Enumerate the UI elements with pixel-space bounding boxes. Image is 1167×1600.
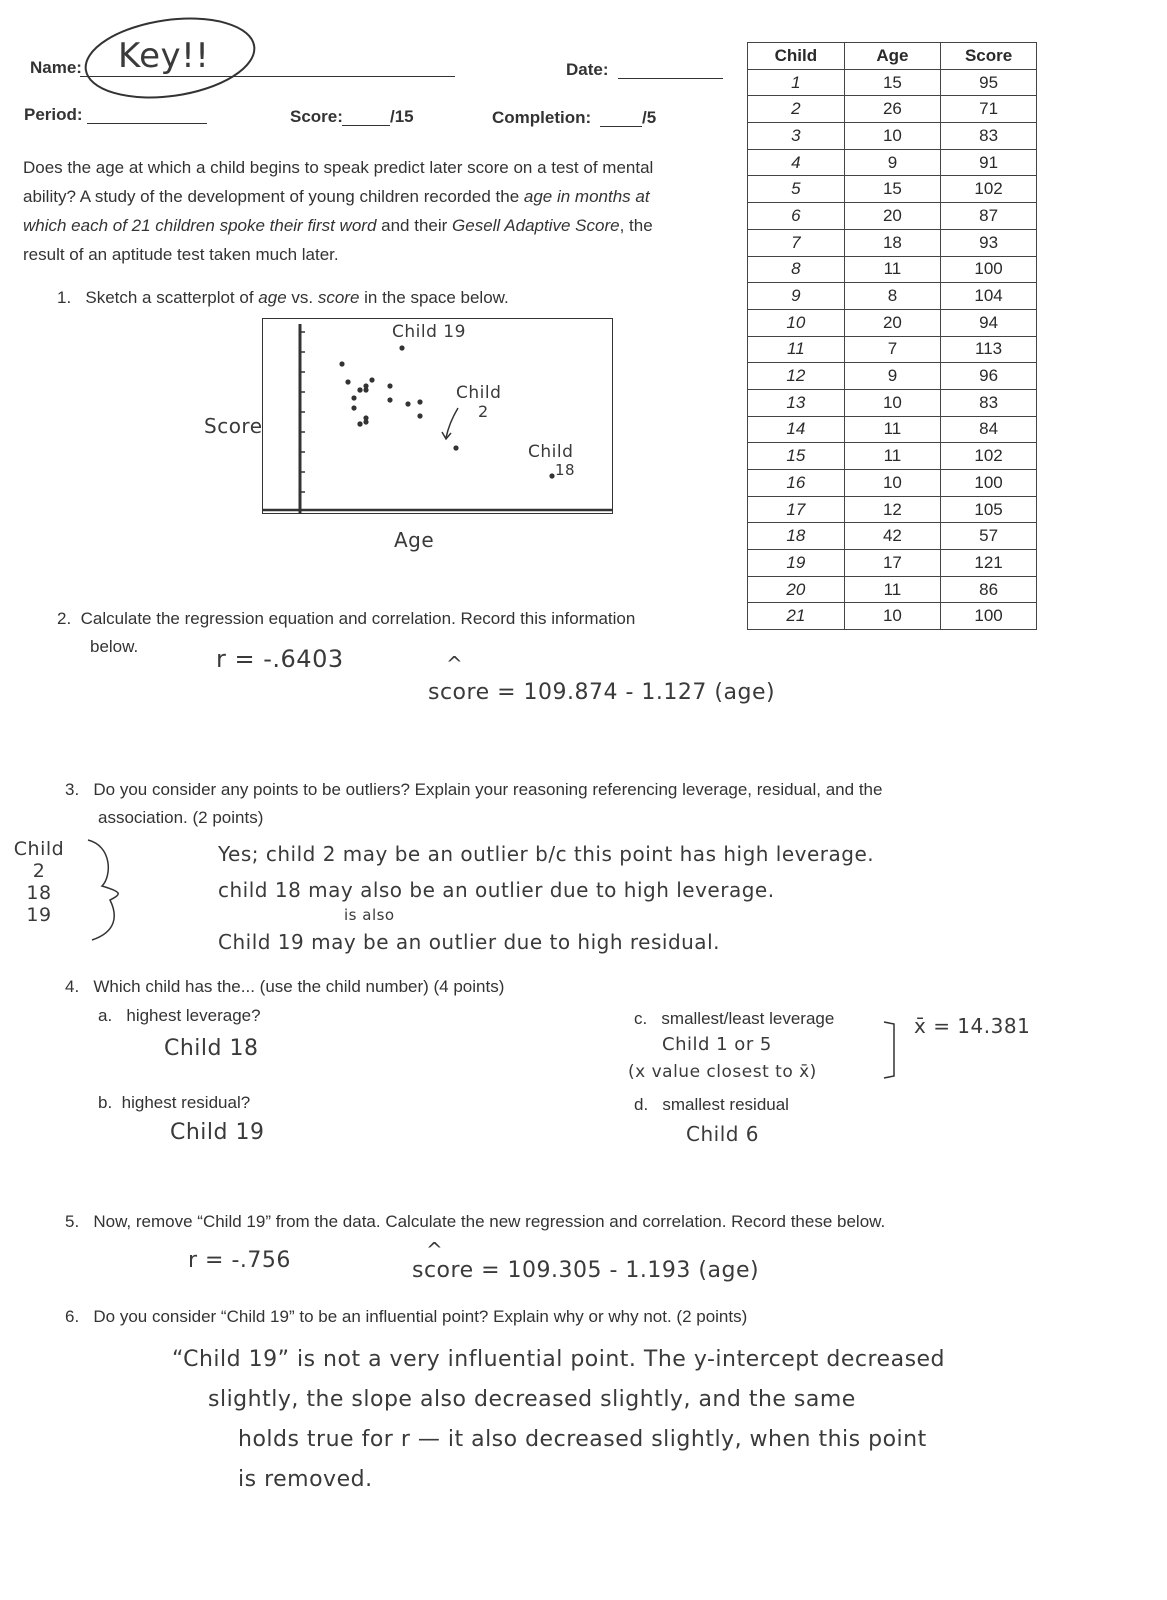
hat-icon-2: ^ [426,1238,444,1262]
child-cell: 20 [748,576,845,603]
annot-child18-b: 18 [555,461,576,479]
q5-eq-answer: score = 109.305 - 1.193 (age) [412,1258,760,1283]
child-cell: 11 [748,336,845,363]
bracket-icon [880,1018,904,1082]
date-label: Date: [566,60,609,79]
child-cell: 4 [748,149,845,176]
intro-line-2b: age in months at [523,187,650,206]
q6-prompt [65,1307,747,1327]
child-cell: 6 [748,203,845,230]
q4b-answer: Child 19 [170,1120,265,1145]
child-cell: 14 [748,416,845,443]
intro-line-3a: which each of 21 children spoke their first word [23,216,377,235]
age-cell: 42 [844,523,940,550]
score-cell: 86 [941,576,1037,603]
table-row [748,203,1037,230]
score-cell: 96 [941,363,1037,390]
child-cell: 16 [748,470,845,497]
q3-margin-4: 19 [26,904,52,926]
score-cell: 83 [941,389,1037,416]
q3-margin-3: 18 [26,882,52,904]
scatter-point [351,405,356,410]
q5-text: Now, remove “Child 19” from the data. Calculate the new regression and correlation. Record these below. [93,1212,886,1231]
table-row [748,176,1037,203]
child-cell: 17 [748,496,845,523]
q1-text-e: in the space below. [359,288,509,307]
age-cell: 26 [844,96,940,123]
q4b-label: b. [98,1093,113,1112]
completion-line[interactable] [600,126,642,127]
scatter-point [399,345,404,350]
table-row [748,309,1037,336]
score-cell: 95 [941,69,1037,96]
q3-number: 3. [65,780,80,799]
child-cell: 19 [748,550,845,577]
age-cell: 20 [844,203,940,230]
child-cell: 1 [748,69,845,96]
intro-line-4: result of an aptitude test taken much later. [23,245,339,264]
q1-text-b: age [258,288,287,307]
q3-margin-note [4,838,74,926]
child-cell: 3 [748,123,845,150]
q4-text: Which child has the... (use the child number) (4 points) [93,977,505,996]
completion-label: Completion: [492,108,592,127]
scatter-point [405,401,410,406]
completion-total: /5 [642,108,657,127]
q3-answer-insert: is also [344,906,395,924]
brace-icon [82,836,132,946]
table-row [748,283,1037,310]
table-header-score: Score [941,43,1037,70]
table-row [748,69,1037,96]
scatter-point [387,383,392,388]
table-body [748,69,1037,629]
intro-line-3b: and their [376,216,453,235]
name-label: Name: [30,58,82,77]
q3-margin-2: 2 [32,860,46,882]
xbar-note: x̄ = 14.381 [914,1014,1031,1038]
q2-text-1: Calculate the regression equation and correlation. Record this information [80,609,636,628]
q3-answer-3: Child 19 may be an outlier due to high residual. [218,930,720,954]
q2-text-2: below. [90,637,139,656]
date-line[interactable] [618,78,723,79]
age-cell: 10 [844,123,940,150]
q6-answer-4: is removed. [238,1467,373,1492]
q1-text-c: vs. [286,288,318,307]
child-cell: 8 [748,256,845,283]
score-cell: 100 [941,603,1037,630]
annot-child2-b: 2 [478,402,489,421]
q2-prompt [57,605,737,661]
table-row [748,550,1037,577]
score-cell: 104 [941,283,1037,310]
name-value: Key!! [118,36,210,76]
score-label: Score: [290,107,343,126]
scatter-point [351,395,356,400]
q4b-prompt [98,1093,250,1113]
score-cell: 91 [941,149,1037,176]
intro-line-1: Does the age at which a child begins to speak predict later score on a test of mental [23,158,654,177]
age-cell: 10 [844,470,940,497]
scatter-point [345,379,350,384]
age-cell: 8 [844,283,940,310]
table-row [748,229,1037,256]
age-cell: 10 [844,389,940,416]
scatter-point [549,473,554,478]
child-cell: 15 [748,443,845,470]
q4d-label: d. [634,1095,649,1114]
age-cell: 9 [844,149,940,176]
scatter-point [357,387,362,392]
score-cell: 57 [941,523,1037,550]
intro-line-2 [23,182,738,211]
child-cell: 18 [748,523,845,550]
q4a-answer: Child 18 [164,1036,259,1061]
table-row [748,123,1037,150]
score-cell: 84 [941,416,1037,443]
period-label: Period: [24,105,83,124]
q3-prompt [65,776,1065,832]
table-row [748,256,1037,283]
q2-eq-answer: score = 109.874 - 1.127 (age) [428,680,776,705]
q2-number: 2. [57,609,72,628]
q6-answer-2: slightly, the slope also decreased slightly, and the same [208,1387,856,1412]
data-table [747,42,1037,630]
q3-answer-1: Yes; child 2 may be an outlier b/c this point has high leverage. [218,842,875,866]
score-cell: 94 [941,309,1037,336]
table-header-child: Child [748,43,845,70]
q1-text-a: Sketch a scatterplot of [85,288,259,307]
q3-line-1 [65,776,1065,804]
score-total: /15 [390,107,414,126]
score-cell: 83 [941,123,1037,150]
scatter-point [369,377,374,382]
scatter-point [363,383,368,388]
q6-answer-3: holds true for r — it also decreased slightly, when this point [238,1427,927,1452]
q4d-prompt [634,1095,789,1115]
table-row [748,336,1037,363]
child-cell: 9 [748,283,845,310]
q6-answer [172,1340,1072,1500]
age-cell: 9 [844,363,940,390]
age-cell: 11 [844,256,940,283]
q3-text-2: association. (2 points) [98,808,264,827]
q3-answer-2: child 18 may also be an outlier due to high leverage. [218,878,775,902]
q1-number: 1. [57,288,72,307]
annot-child18-a: Child [528,442,574,462]
age-cell: 11 [844,443,940,470]
scatter-point [339,361,344,366]
annot-child2-a: Child [456,383,502,403]
q4a-text: highest leverage? [126,1006,261,1025]
table-row [748,443,1037,470]
q4d-answer: Child 6 [686,1122,760,1146]
q1-prompt [57,288,509,308]
age-cell: 20 [844,309,940,336]
scatterplot [262,318,613,514]
table-row [748,603,1037,630]
q4d-text: smallest residual [662,1095,789,1114]
score-line[interactable] [342,125,390,126]
score-cell: 100 [941,256,1037,283]
intro-paragraph [23,153,738,269]
q5-r-answer: r = -.756 [188,1248,291,1273]
key-circle [75,8,265,108]
score-cell: 102 [941,176,1037,203]
child-cell: 10 [748,309,845,336]
q5-number: 5. [65,1212,80,1231]
child-cell: 2 [748,96,845,123]
intro-line-2a: ability? A study of the development of young children recorded the [23,187,524,206]
intro-line-3d: , the [619,216,653,235]
age-cell: 10 [844,603,940,630]
scatter-point [417,399,422,404]
scatter-point [357,421,362,426]
scatter-point [363,415,368,420]
intro-line-3 [23,211,738,240]
score-cell: 71 [941,96,1037,123]
q2-line-1 [57,605,737,633]
age-cell: 11 [844,416,940,443]
table-row [748,523,1037,550]
q4c-prompt [634,1009,834,1029]
child-cell: 12 [748,363,845,390]
child-cell: 13 [748,389,845,416]
q4c-answer-1: Child 1 or 5 [662,1034,772,1055]
q4c-text: smallest/least leverage [661,1009,835,1028]
scatter-y-label: Score [204,414,263,438]
q5-prompt [65,1212,885,1232]
q4a-prompt [98,1006,261,1026]
q1-text-d: score [317,288,360,307]
table-row [748,389,1037,416]
q3-margin-1: Child [13,838,65,860]
table-row [748,149,1037,176]
scatter-point [387,397,392,402]
age-cell: 15 [844,176,940,203]
period-line[interactable] [87,123,207,124]
score-cell: 93 [941,229,1037,256]
table-row [748,363,1037,390]
score-cell: 102 [941,443,1037,470]
table-row [748,470,1037,497]
age-cell: 11 [844,576,940,603]
q6-text: Do you consider “Child 19” to be an influential point? Explain why or why not. (2 points) [93,1307,748,1326]
age-cell: 7 [844,336,940,363]
q6-number: 6. [65,1307,80,1326]
score-cell: 113 [941,336,1037,363]
scatter-point [453,445,458,450]
q4b-text: highest residual? [121,1093,251,1112]
age-cell: 12 [844,496,940,523]
q4c-label: c. [634,1009,648,1028]
name-line[interactable] [80,76,455,77]
age-cell: 18 [844,229,940,256]
intro-line-3c: Gesell Adaptive Score [452,216,620,235]
table-row [748,96,1037,123]
table-row [748,496,1037,523]
child-cell: 21 [748,603,845,630]
q6-answer-1: “Child 19” is not a very influential point. The y-intercept decreased [172,1347,946,1372]
table-header-age: Age [844,43,940,70]
annot-child19: Child 19 [392,322,466,342]
q4-prompt [65,977,504,997]
age-cell: 15 [844,69,940,96]
age-cell: 17 [844,550,940,577]
score-cell: 105 [941,496,1037,523]
table-row [748,416,1037,443]
hat-icon: ^ [446,652,464,676]
score-cell: 121 [941,550,1037,577]
table-header-row [748,43,1037,70]
scatter-point [417,413,422,418]
scatter-x-label: Age [394,528,435,552]
table-row [748,576,1037,603]
q2-r-answer: r = -.6403 [216,645,344,673]
q3-text-1: Do you consider any points to be outliers? Explain your reasoning referencing leverage, residual, and the [93,780,883,799]
score-cell: 100 [941,470,1037,497]
score-cell: 87 [941,203,1037,230]
child-cell: 7 [748,229,845,256]
q4a-label: a. [98,1006,113,1025]
q4-number: 4. [65,977,80,996]
child-cell: 5 [748,176,845,203]
q4c-answer-2: (x value closest to x̄) [628,1062,817,1082]
